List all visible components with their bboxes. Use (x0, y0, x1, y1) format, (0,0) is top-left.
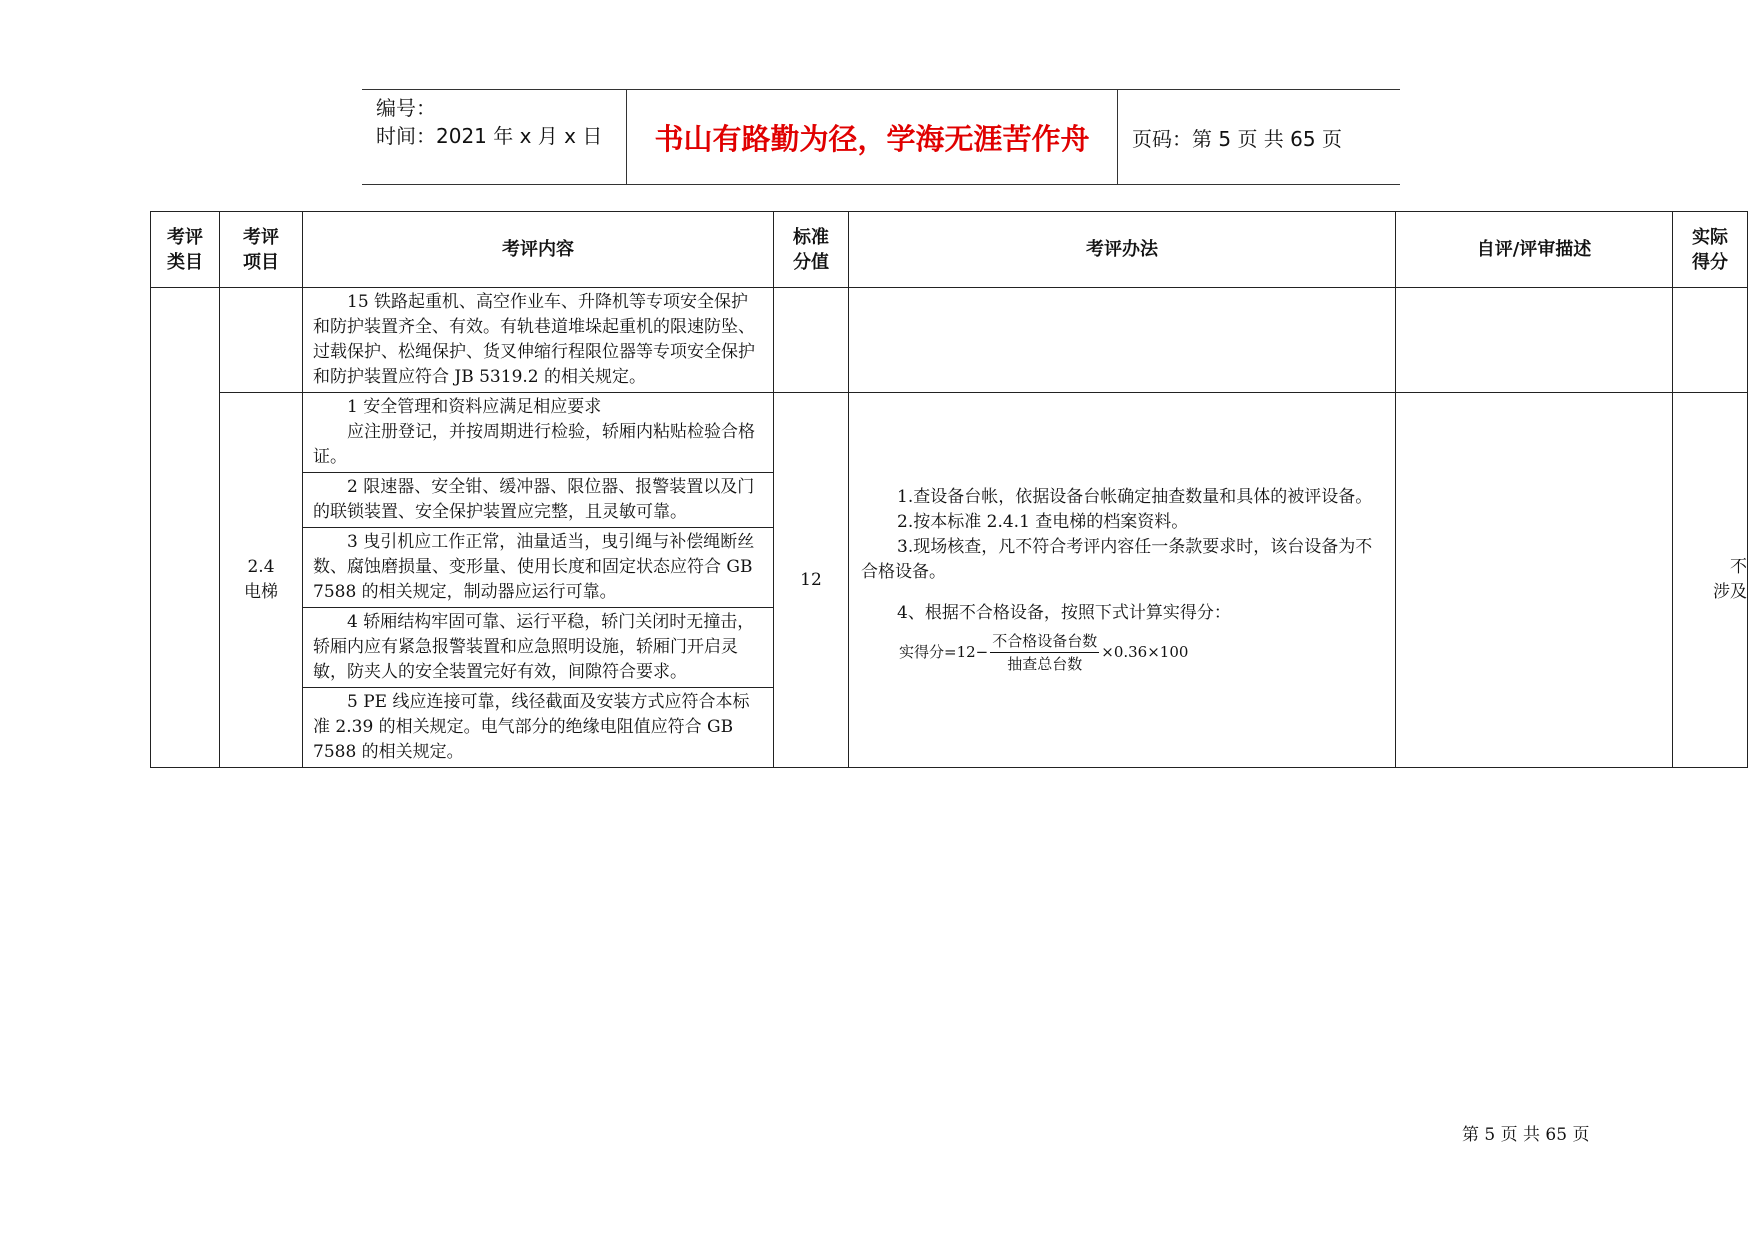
item-cell (220, 288, 303, 393)
content-sub (303, 607, 773, 687)
content-sub (303, 393, 773, 472)
col-header-content: 考评内容 (303, 212, 774, 288)
col-header-item: 考评 项目 (220, 212, 303, 288)
actual-cell (1673, 288, 1748, 393)
method-text (849, 485, 1395, 675)
content-text: 3 曳引机应工作正常，油量适当，曳引绳与补偿绳断丝数、腐蚀磨损量、变形量、使用长度和固定状态应符合 GB 7588 的相关规定，制动器应运行可靠。 (313, 532, 755, 602)
formula-denominator: 抽查总台数 (1007, 655, 1083, 673)
content-text: 4 轿厢结构牢固可靠、运行平稳，轿门关闭时无撞击，轿厢内应有紧急报警装置和应急照明设施，轿厢门开启灵敏，防夹人的安全装置完好有效，间隙符合要求。 (313, 612, 755, 682)
content-sub (303, 472, 773, 527)
content-sub (303, 687, 773, 767)
method-cell (849, 393, 1396, 768)
score-cell: 12 (774, 393, 849, 768)
review-cell (1396, 393, 1673, 768)
table-header-row (151, 212, 1748, 288)
header-motto: 书山有路勤为径，学海无涯苦作舟 (654, 121, 1090, 156)
method-line: 2.按本标准 2.4.1 查电梯的档案资料。 (897, 512, 1189, 532)
content-cell (303, 393, 774, 768)
table-row (151, 393, 1748, 768)
formula-numerator: 不合格设备台数 (990, 630, 1099, 653)
formula-prefix: 实得分=12− (899, 643, 989, 661)
content-text: 5 PE 线应连接可靠，线径截面及安装方式应符合本标准 2.39 的相关规定。电气部分的绝缘电阻值应符合 GB 7588 的相关规定。 (313, 692, 750, 762)
content-text: 1 安全管理和资料应满足相应要求 (347, 397, 602, 417)
header-divider (1117, 90, 1118, 184)
formula-suffix: ×0.36×100 (1101, 643, 1189, 661)
category-cell (151, 288, 220, 768)
item-cell: 2.4 电梯 (220, 393, 303, 768)
date-label: 时间：2021 年 x 月 x 日 (376, 124, 603, 148)
actual-cell: 不 涉及 (1673, 393, 1748, 768)
col-header-method: 考评办法 (849, 212, 1396, 288)
header-meta (376, 94, 602, 150)
number-label: 编号： (376, 96, 436, 120)
review-cell (1396, 288, 1673, 393)
score-cell (774, 288, 849, 393)
score-formula (899, 630, 1385, 675)
content-cell (303, 288, 774, 393)
content-text: 15 铁路起重机、高空作业车、升降机等专项安全保护和防护装置齐全、有效。有轨巷道堆垛起重机的限速防坠、过载保护、松绳保护、货叉伸缩行程限位器等专项安全保护和防护装置应符合 JB 5319.2 的相关规定。 (313, 292, 755, 387)
page-footer: 第 5 页 共 65 页 (1462, 1125, 1590, 1145)
content-text: 2 限速器、安全钳、缓冲器、限位器、报警装置以及门的联锁装置、安全保护装置应完整，且灵敏可靠。 (313, 477, 755, 522)
header-page-number: 页码：第 5 页 共 65 页 (1132, 126, 1342, 151)
col-header-category: 考评 类目 (151, 212, 220, 288)
content-sub (303, 527, 773, 607)
col-header-self-review: 自评/评审描述 (1396, 212, 1673, 288)
col-header-standard-score: 标准 分值 (774, 212, 849, 288)
method-cell (849, 288, 1396, 393)
method-line: 4、根据不合格设备，按照下式计算实得分： (897, 603, 1231, 623)
content-text: 应注册登记，并按周期进行检验，轿厢内粘贴检验合格证。 (313, 422, 755, 467)
table-row (151, 288, 1748, 393)
col-header-actual-score: 实际 得分 (1673, 212, 1748, 288)
evaluation-table (150, 211, 1748, 768)
method-line: 1.查设备台帐，依据设备台帐确定抽查数量和具体的被评设备。 (897, 487, 1373, 507)
method-line: 3.现场核查，凡不符合考评内容任一条款要求时，该台设备为不合格设备。 (861, 537, 1373, 582)
formula-fraction (990, 630, 1099, 675)
page-header (362, 89, 1400, 185)
